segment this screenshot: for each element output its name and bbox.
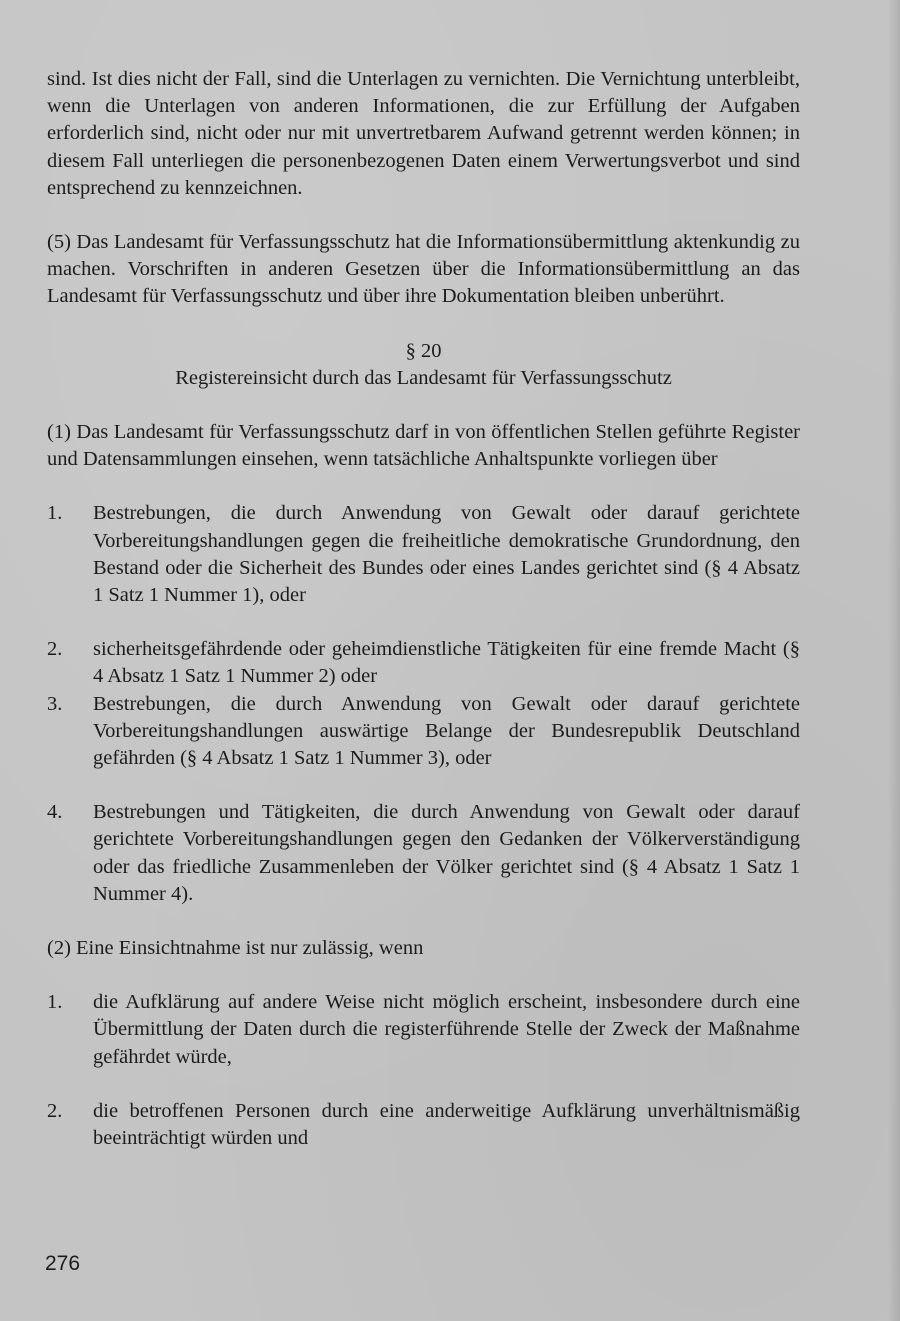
list-item-number: 1.: [47, 991, 63, 1014]
page-content: [47, 66, 800, 1152]
page-edge-shadow: [888, 0, 900, 1321]
list-item-number: 4.: [47, 801, 63, 824]
paragraph-1: (1) Das Landesamt für Verfassungsschutz darf in von öffentlichen Stellen geführte Register und Datensammlungen einsehen, wenn tatsächliche Anhaltspunkte vorliegen über: [47, 421, 800, 471]
paragraph-intro: sind. Ist dies nicht der Fall, sind die Unterlagen zu vernichten. Die Vernichtung unterbleibt, wenn die Unterlagen von anderen Informationen, die zur Erfüllung der Aufgaben erforderlich sind, nicht oder nur mit unvertretbarem Aufwand getrennt werden können; in diesem Fall unterliegen die personenbezogenen Daten einem Verwertungsverbot und sind entsprechend zu kennzeichnen.: [47, 68, 800, 199]
list-item-text: sicherheitsgefährdende oder geheimdienstliche Tätigkeiten für eine fremde Macht (§ 4 Absatz 1 Satz 1 Nummer 2) oder: [93, 638, 800, 688]
list-item: [47, 500, 800, 609]
section-title: Registereinsicht durch das Landesamt für Verfassungsschutz: [175, 366, 672, 389]
list-item-text: die Aufklärung auf andere Weise nicht möglich erscheint, insbesondere durch eine Übermittlung der Daten durch die registerführende Stelle der Zweck der Maßnahme gefährdet würde,: [93, 991, 800, 1068]
list-item-number: 2.: [47, 638, 63, 661]
paragraph-2: (2) Eine Einsichtnahme ist nur zulässig, wenn: [47, 937, 424, 960]
list-item: [47, 636, 800, 690]
list-item-text: die betroffenen Personen durch eine anderweitige Aufklärung unverhältnismäßig beeinträchtigt würden und: [93, 1099, 800, 1150]
list-item-number: 1.: [47, 502, 63, 525]
list-item-text: Bestrebungen, die durch Anwendung von Gewalt oder darauf gerichtete Vorbereitungshandlungen auswärtige Belange der Bundesrepublik Deutschland gefährden (§ 4 Absatz 1 Satz 1 Nummer 3), oder: [93, 692, 800, 770]
list-item: [47, 989, 800, 1071]
list-item-number: 3.: [47, 692, 63, 715]
list-item: [47, 799, 800, 908]
paragraph-5: (5) Das Landesamt für Verfassungsschutz hat die Informationsübermittlung aktenkundig zu machen. Vorschriften in anderen Gesetzen über die Informationsübermittlung an das Landesamt für Verfassungsschutz und über ihre Dokumentation bleiben unberührt.: [47, 231, 800, 308]
page-number: 276: [45, 1252, 81, 1275]
list-item-number: 2.: [47, 1099, 63, 1122]
list-item: [47, 691, 800, 773]
list-item-text: Bestrebungen, die durch Anwendung von Gewalt oder darauf gerichtete Vorbereitungshandlungen gegen die freiheitliche demokratische Grundordnung, den Bestand oder die Sicherheit des Bundes oder eines Landes gerichtet sind (§ 4 Absatz 1 Satz 1 Nummer 1), oder: [93, 502, 800, 607]
list-item-text: Bestrebungen und Tätigkeiten, die durch Anwendung von Gewalt oder darauf gerichtete Vorbereitungshandlungen gegen den Gedanken der Völkerverständigung oder das friedliche Zusammenleben der Völker gerichtet sind (§ 4 Absatz 1 Satz 1 Nummer 4).: [93, 801, 800, 905]
section-number: § 20: [405, 339, 442, 362]
list-item: [47, 1098, 800, 1152]
